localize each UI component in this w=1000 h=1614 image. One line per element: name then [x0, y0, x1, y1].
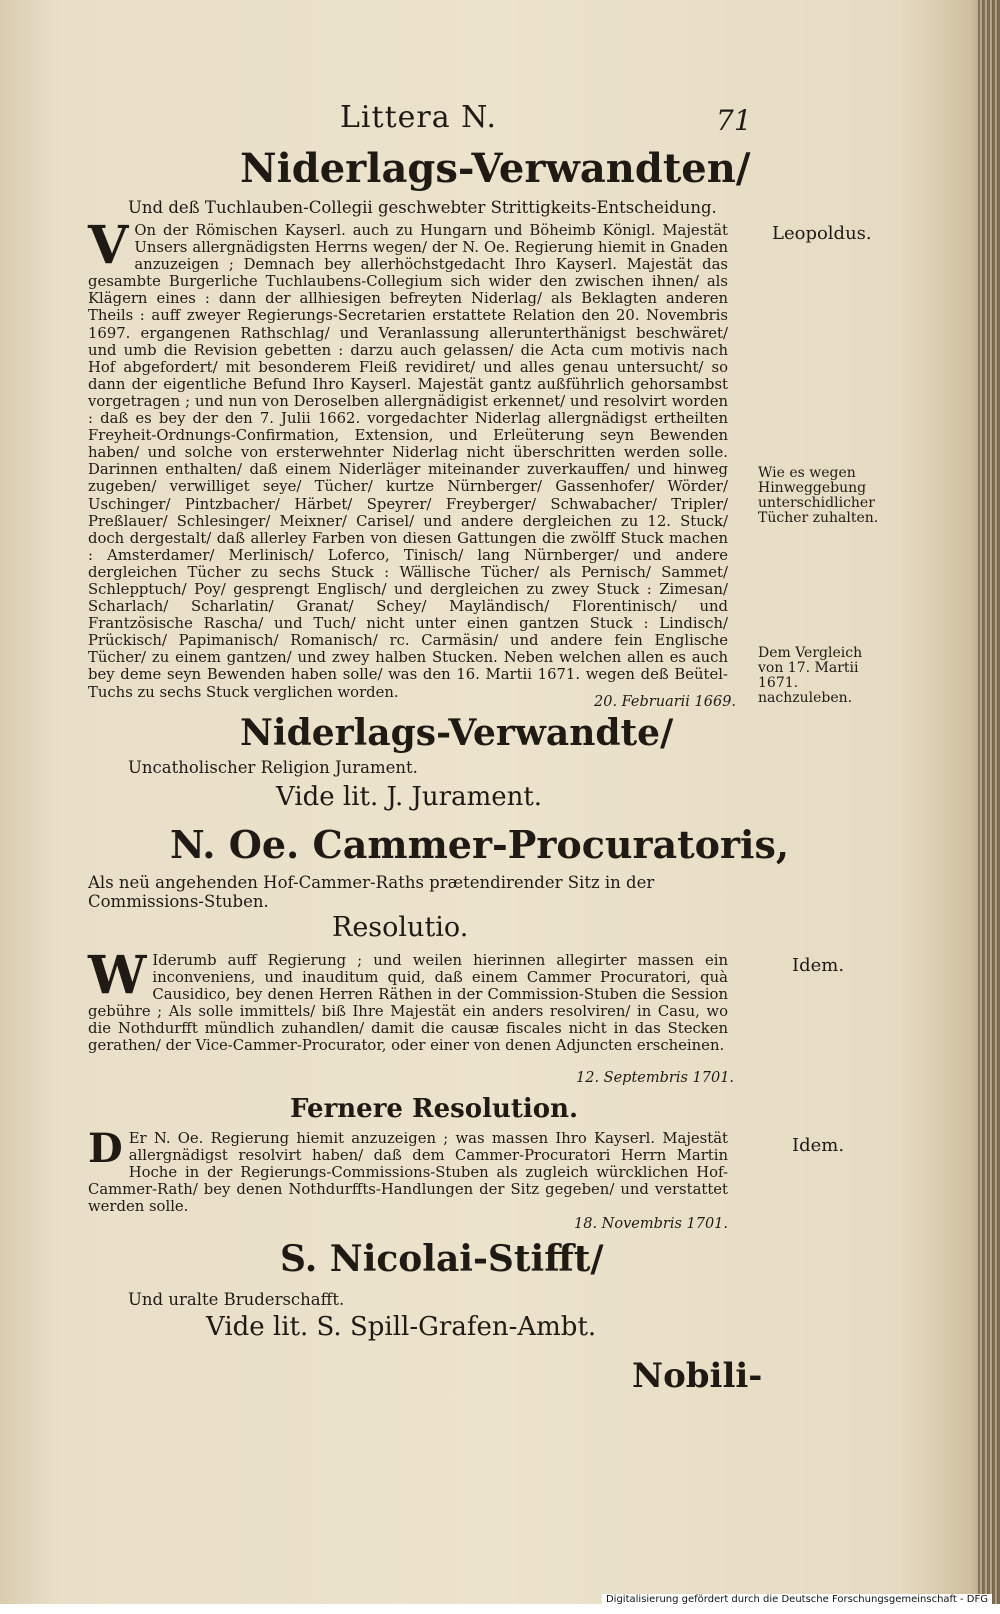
- section-body-text: Er N. Oe. Regierung hiemit anzuzeigen ; was massen Ihro Kayserl. Majestät allergnädigst resolvirt haben/ daß dem Cammer-Procuratori Herrn Martin Hoche in der Regierungs-Commissions-Stuben als zugleich würcklichen Hof-Cammer-Rath/ bey denen Nothdurffts-Handlungen der Sitz gegeben/ und verstattet werden solle.: [88, 1130, 728, 1216]
- margin-note: Idem.: [792, 1135, 845, 1156]
- section-title-niderlags-verwandte: Niderlags-Verwandte/: [240, 712, 674, 754]
- section-body: [88, 945, 728, 1055]
- section-date: 18. Novembris 1701.: [574, 1216, 729, 1232]
- running-head: Littera N.: [340, 100, 498, 135]
- margin-note: Leopoldus.: [772, 223, 872, 244]
- dropcap: V: [88, 215, 129, 276]
- cross-reference: Vide lit. S. Spill-Grafen-Ambt.: [206, 1312, 597, 1342]
- section-title-nicolai-stifft: S. Nicolai-Stifft/: [280, 1238, 604, 1280]
- section-date: 20. Februarii 1669.: [594, 694, 737, 710]
- section-subtitle: Uncatholischer Religion Jurament.: [128, 758, 418, 777]
- page-number: 71: [716, 104, 752, 137]
- section-title-cammer-procuratoris: N. Oe. Cammer-Procuratoris,: [170, 822, 790, 867]
- section-body-text: Iderumb auff Regierung ; und weilen hierinnen allegirter massen ein inconveniens, und inauditum quid, daß einem Cammer Procuratori, quà Causidico, bey denen Herren Räthen in der Commission-Stuben die Session gebühre ; Als solle immittels/ biß Ihre Majestät ein anders resolviren/ in Casu, wo die Nothdurfft mündlich zuhandlen/ damit die causæ fiscales nicht in das Stecken gerathen/ der Vice-Cammer-Procurator, oder einer von denen Adjuncten erscheinen.: [88, 952, 728, 1055]
- margin-note: Wie es wegen Hinweggebung unterschidlicher Tücher zuhalten.: [758, 465, 879, 526]
- page-edge-decoration: [978, 0, 1000, 1604]
- catchword: Nobili-: [632, 1356, 763, 1396]
- section-body: [88, 215, 728, 701]
- fernere-resolution-heading: Fernere Resolution.: [290, 1094, 579, 1124]
- cross-reference: Vide lit. J. Jurament.: [276, 782, 543, 812]
- section-subtitle: Und deß Tuchlauben-Collegii geschwebter Strittigkeits-Entscheidung.: [128, 198, 717, 217]
- section-title-niderlags-verwandten: Niderlags-Verwandten/: [240, 145, 751, 192]
- section-body: [88, 1125, 728, 1216]
- dropcap: W: [88, 945, 147, 1006]
- section-date: 12. Septembris 1701.: [576, 1070, 735, 1086]
- section-subtitle: Als neü angehenden Hof-Cammer-Raths prætendirender Sitz in der Commissions-Stuben.: [88, 873, 655, 911]
- margin-note: Idem.: [792, 955, 845, 976]
- section-subtitle: Und uralte Bruderschafft.: [128, 1290, 345, 1309]
- margin-note: Dem Vergleich von 17. Martii 1671. nachzuleben.: [758, 645, 863, 706]
- footer-bar: [0, 1604, 1000, 1614]
- resolutio-heading: Resolutio.: [332, 912, 469, 943]
- dropcap: D: [88, 1125, 123, 1172]
- footer-credit: Digitalisierung gefördert durch die Deutsche Forschungsgemeinschaft - DFG: [602, 1594, 992, 1605]
- section-body-text: On der Römischen Kayserl. auch zu Hungarn und Böheimb Königl. Majestät Unsers allergnädigsten Herrns wegen/ der N. Oe. Regierung hiemit in Gnaden anzuzeigen ; Demnach bey allerhöchstgedacht Ihro Kayserl. Majestät das gesambte Burgerliche Tuchlaubens-Collegium sich wider den zwischen ihnen/ als Klägern eines : dann der allhiesigen befreyten Niderlag/ als Beklagten anderen Theils : auff zweyer Regierungs-Secretarien erstattete Relation den 20. Novembris 1697. ergangenen Rathschlag/ und Veranlassung allerunterthänigst beschwäret/ und umb die Revision gebetten : darzu auch gelassen/ die Acta cum motivis nach Hof abgefordert/ mit besonderem Fleiß revidiret/ und alles genau untersucht/ so dann der eigentliche Befund Ihro Kayserl. Majestät gantz außführlich gehorsambst vorgetragen ; und nun von Deroselben allergnädigist erkennet/ und resolvirt worden : daß es bey der den 7. Julii 1662. vorgedachter Niderlag allergnädigst ertheilten Freyheit-Ordnungs-Confirmation, Extension, und Erleüterung seyn Bewenden haben/ und solche von ersterwehnter Niderlag nicht überschritten werden solle. Darinnen enthalten/ daß einem Niderläger miteinander zuverkauffen/ und hinweg zugeben/ verwilliget seye/ Tücher/ kurtze Nürnberger/ Gassenhofer/ Wörder/ Uschinger/ Pintzbacher/ Härbet/ Speyrer/ Freyberger/ Schwabacher/ Tripler/ Preßlauer/ Schlesinger/ Meixner/ Carisel/ und andere dergleichen zu 12. Stuck/ doch dergestalt/ daß allerley Farben von diesen Gattungen die zwölff Stuck machen : Amsterdamer/ Merlinisch/ Loferco, Tinisch/ lang Nürnberger/ und andere dergleichen Tücher zu sechs Stuck : Wällische Tücher/ als Pernisch/ Sammet/ Schlepptuch/ Poy/ gesprengt Englisch/ und dergleichen zu zwey Stuck : Zimesan/ Scharlach/ Scharlatin/ Granat/ Schey/ Mayländisch/ Florentinisch/ und Frantzösische Rascha/ und Tuch/ nicht unter einen gantzen Stuck : Lindisch/ Prückisch/ Papimanisch/ Romanisch/ rc. Carmäsin/ und andere fein Englische Tücher/ zu einem gantzen/ und zwey halben Stucken. Neben welchen allen es auch bey deme seyn Bewenden haben solle/ was den 16. Martii 1671. wegen deß Beütel-Tuchs zu sechs Stuck verglichen worden.: [88, 222, 728, 701]
